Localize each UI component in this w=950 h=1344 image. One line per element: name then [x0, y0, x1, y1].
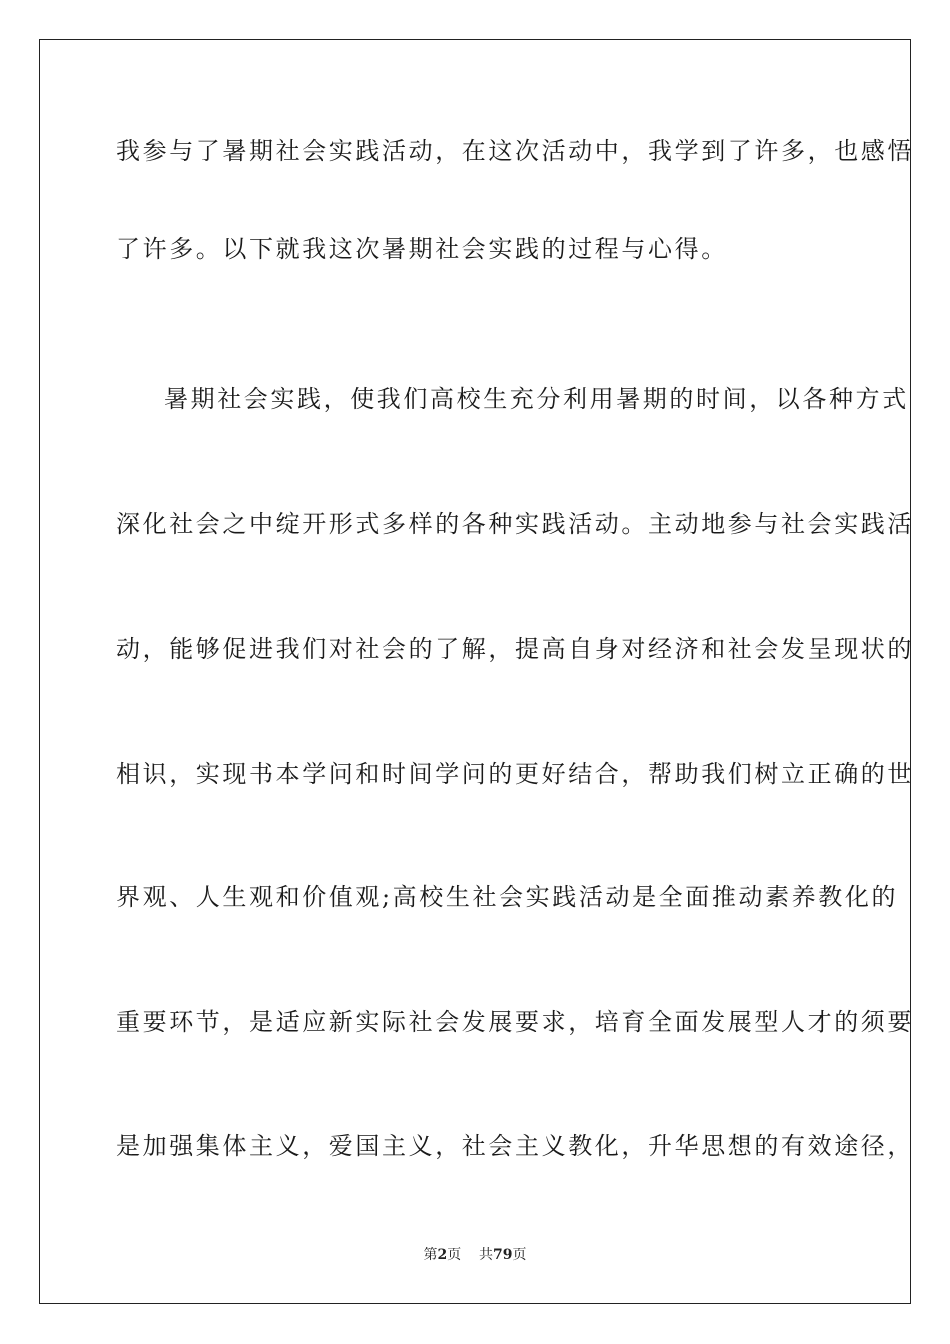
- text-line-7: 界观、人生观和价值观;高校生社会实践活动是全面推动素养教化的: [116, 883, 899, 911]
- footer-page-suffix: 页: [447, 1247, 462, 1263]
- text-line-2: 了许多。以下就我这次暑期社会实践的过程与心得。: [116, 235, 728, 263]
- text-line-5: 动，能够促进我们对社会的了解，提高自身对经济和社会发呈现状的: [116, 635, 914, 663]
- footer-page-number: 2: [437, 1247, 448, 1263]
- page-footer: [0, 1246, 950, 1264]
- text-line-4: 深化社会之中绽开形式多样的各种实践活动。主动地参与社会实践活: [116, 510, 914, 538]
- footer-total-suffix: 页: [512, 1247, 527, 1263]
- footer-page-prefix: 第: [423, 1247, 438, 1263]
- text-line-8: 重要环节，是适应新实际社会发展要求，培育全面发展型人才的须要: [116, 1008, 914, 1036]
- footer-total-prefix: 共: [479, 1247, 494, 1263]
- text-line-1: 我参与了暑期社会实践活动，在这次活动中，我学到了许多，也感悟: [116, 137, 914, 165]
- text-line-3: 暑期社会实践，使我们高校生充分利用暑期的时间，以各种方式: [164, 385, 909, 413]
- text-line-9: 是加强集体主义，爱国主义，社会主义教化，升华思想的有效途径，: [116, 1132, 914, 1160]
- page-border: [39, 39, 914, 1304]
- text-line-6: 相识，实现书本学问和时间学问的更好结合，帮助我们树立正确的世: [116, 760, 914, 788]
- footer-total-pages: 79: [493, 1247, 513, 1263]
